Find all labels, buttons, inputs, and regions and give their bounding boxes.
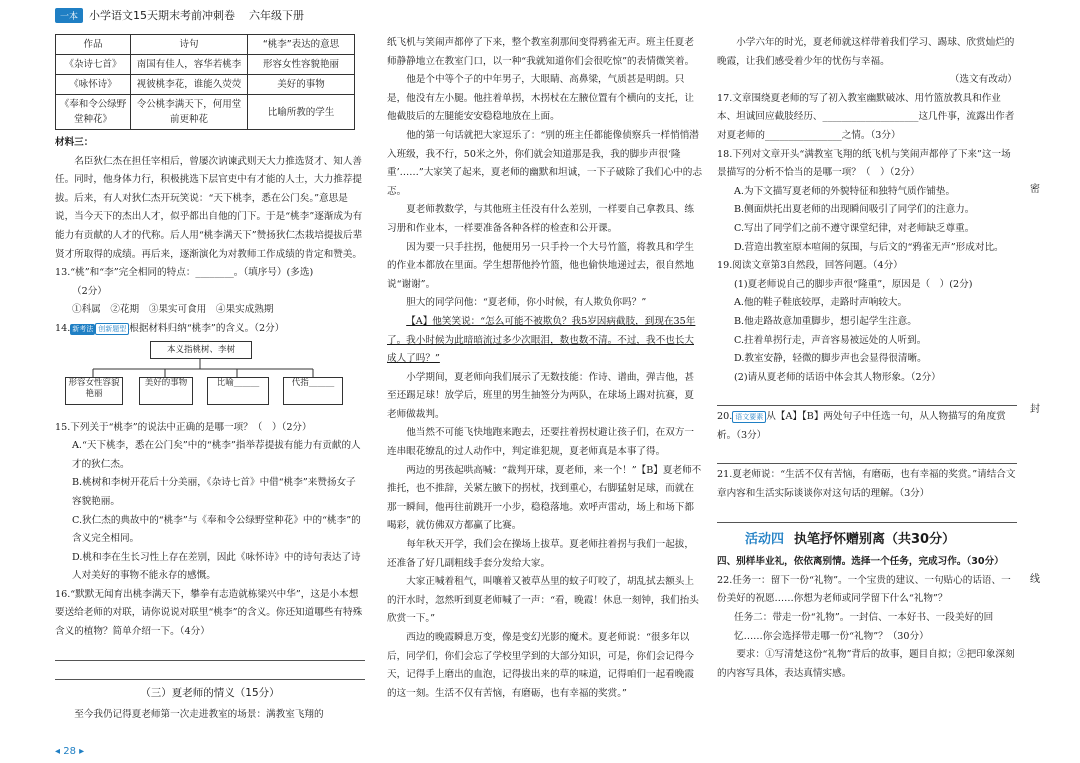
- table-cell: 比喻所教的学生: [248, 95, 355, 130]
- question-14-text: 根据材料归纳“桃李”的含义。（2分）: [129, 322, 285, 334]
- poem-table: [55, 34, 355, 130]
- option-d: D.桃和李在生长习性上存在差别，因此《咏怀诗》中的诗句表达了诗人对美好的事物不能永存的感慨。: [72, 551, 361, 582]
- tree-branch: 形容女性容貌艳丽: [65, 377, 123, 405]
- grade-label: 六年级下册: [249, 9, 305, 22]
- seal-mark: 线: [1030, 574, 1040, 585]
- activity-title: 执笔抒怀赠别离（共30分）: [794, 531, 956, 547]
- passage-paragraph: 他是个中等个子的中年男子，大眼睛、高鼻梁，气质甚是明朗。只是，他没有左小腿。他拄着单拐，木拐杖在左腋位置有个横向的支托，让他截肢后的左腿能安安稳稳地放在上面。: [387, 74, 694, 123]
- tree-root: 本义指桃树、李树: [150, 341, 252, 359]
- requirements: 要求：①写清楚这份“礼物”背后的故事，题目自拟；②把印象深刻的内容写具体，表达真情实感。: [717, 649, 1015, 679]
- passage-paragraph: 他当然不可能飞快地跑来跑去，还要拄着拐杖避让孩子们，在双方一连串眼花缭乱的过人动作中，判定谁犯规，夏老师真是本事了得。: [387, 427, 694, 458]
- table-cell: 《咏怀诗》: [56, 75, 131, 95]
- passage-text: 至今我仍记得夏老师第一次走进教室的场景：满教室飞翔的: [74, 709, 324, 721]
- question-19-part1: (1)夏老师说自己的脚步声很“隆重”，原因是（ ）(2分): [734, 278, 973, 290]
- question-13: 13.“桃”和“李”完全相同的特点：________。（填序号）(多选): [55, 267, 314, 279]
- material-text: 名臣狄仁杰在担任宰相后，曾屡次讷谏武则天大力推选贤才、知人善任。同时，他身体力行，积极挑选下层官吏中有才能的人士，大力推荐提拔。后来，有人对狄仁杰开玩笑说：“天下桃李，悉在公门矣。”意思是说，当今天下的杰出人才，似乎都出自他的门下。于是“桃李”逐渐成为有能力有贡献的人才的代称。后人用“桃李满天下”赞扬狄仁杰栽培提拔后辈贤才所取得的成绩。再后来，逐渐演化为对教师工作成绩的肯定和赞美。: [55, 155, 363, 260]
- question-16: 16.“默默无闻育出桃李满天下，攀拳有志造就栋梁兴中华”，这是小本想要送给老师的对联，请你说说对联里“桃李”的含义。你还知道哪些有特殊含义的植物？简单介绍一下。（4分）: [55, 588, 363, 638]
- tree-branch[interactable]: 代指______: [283, 377, 343, 405]
- passage-paragraph: 小学期间，夏老师向我们展示了无数技能：作诗、谱曲，弹吉他，甚至还踢足球！放学后，班里的男生抽签分为两队，在球场上踢对抗赛，夏老师做裁判。: [387, 371, 694, 420]
- table-header: 作品: [56, 35, 131, 55]
- question-14: 14. 新考法 创新题型 根据材料归纳“桃李”的含义。（2分）: [55, 322, 285, 334]
- composition-instruction: 四、别样毕业礼，依依离别情。选择一个任务，完成习作。（30分）: [717, 556, 1004, 568]
- question-20-text: 从【A】【B】两处句子中任选一句，从人物描写的角度赏析。（3分）: [717, 411, 1006, 441]
- activity-label: 活动四: [745, 531, 785, 547]
- passage-paragraph: 西边的晚霞瞬息万变，像是变幻光影的魔术。夏老师说：“很多年以后，同学们，你们会忘了学校里学到的大部分知识，可是，你们会记得今天，记得手上磨出的血泡，记得拔出来的草的味道，记得咱们一起看晚霞的这一刻。生活不仅有苦恼，有磨砺，也有幸福的奖赏。”: [387, 632, 694, 699]
- table-cell: 美好的事物: [248, 75, 355, 95]
- passage-paragraph: 因为要一只手拄拐，他便用另一只手拎一个大号竹篮，将教具和学生的作业本都放在里面。学生想帮他拎竹篮，他也偷快地递过去，很自然地说“谢谢”。: [387, 241, 694, 290]
- section-title: （三）夏老师的情义（15分）: [140, 686, 280, 699]
- question-22: 22.任务一：留下一份“礼物”。一个宝贵的建议、一句贴心的话语、一份美好的祝愿……你想为老师或同学留下什么“礼物”？: [717, 574, 1011, 605]
- table-header: 诗句: [131, 35, 248, 55]
- language-element-tag: 语文要素: [732, 411, 766, 423]
- answer-line[interactable]: [717, 506, 1017, 523]
- answer-line[interactable]: [55, 644, 365, 661]
- column-left: [55, 34, 365, 725]
- question-19-part2: (2)请从夏老师的话语中体会其人物形象。（2分）: [734, 371, 941, 383]
- passage-paragraph: 他的第一句话就把大家逗乐了：“别的班主任都能像侦察兵一样悄悄潜入班级，我不行，50米之外，你们就会知道那是我，我的脚步声很‘隆重’……”大家笑了起来，夏老师的幽默和坦诚，一下子破除了我们心中的忐忑。: [387, 129, 702, 197]
- material-heading: 材料三：: [55, 137, 94, 148]
- task-two: 任务二：带走一份“礼物”。一封信、一本好书、一段美好的回忆……你会选择带走哪一份“礼物”？（30分）: [734, 612, 994, 642]
- table-cell: 《奉和令公绿野堂种花》: [56, 95, 131, 130]
- question-13-score: （2分）: [72, 285, 107, 297]
- option-d: D.教室安静，轻微的脚步声也会显得很清晰。: [734, 353, 927, 365]
- option-a: A.为下文描写夏老师的外貌特征和独特气质作铺垫。: [734, 185, 956, 197]
- option-b: B.侧面烘托出夏老师的出现瞬间吸引了同学们的注意力。: [734, 204, 975, 216]
- option-a: A.“天下桃李，悉在公门矣”中的“桃李”指举荐提拔有能力有贡献的人才的狄仁杰。: [72, 440, 361, 470]
- column-right: [717, 34, 1017, 683]
- meaning-tree-diagram: [55, 339, 345, 419]
- table-row: [56, 55, 355, 75]
- table-header-row: [56, 35, 355, 55]
- answer-line[interactable]: [55, 663, 365, 680]
- answer-line[interactable]: [717, 447, 1017, 464]
- question-19: 19.阅读文章第3自然段，回答问题。（4分）: [717, 260, 903, 272]
- table-cell: 南国有佳人，容华若桃李: [131, 55, 248, 75]
- table-row: [56, 75, 355, 95]
- question-21: 21.夏老师说：“生活不仅有苦恼，有磨砺，也有幸福的奖赏。”请结合文章内容和生活实际谈谈你对这句话的理解。（3分）: [717, 469, 1016, 500]
- passage-paragraph: 大家正喊着租气，叫嚷着又被草丛里的蚊子叮咬了，胡乱拭去额头上的汗水时，忽然听到夏老师喊了一声：“看，晚霞！休息一刻钟，我们抬头欣赏一下。”: [387, 576, 699, 625]
- innovative-tag: 创新题型: [95, 323, 129, 335]
- page-number-value: 28: [63, 746, 76, 757]
- table-row: [56, 95, 355, 130]
- book-title: 小学语文15天期末考前冲刺卷: [89, 9, 236, 22]
- option-a: A.他的鞋子鞋底较厚，走路时声响较大。: [734, 297, 908, 309]
- passage-paragraph: 每年秋天开学，我们会在操场上拔草。夏老师拄着拐与我们一起拔，还准备了好几副粗线手套分发给大家。: [387, 539, 694, 569]
- option-b: B.桃树和李树开花后十分美丽，《杂诗七首》中借“桃李”来赞扬女子容貌艳丽。: [72, 477, 356, 507]
- question-20: 20. 语文要素 从【A】【B】两处句子中任选一句，从人物描写的角度赏析。（3分）: [717, 411, 1006, 441]
- brand-logo: 一本: [55, 8, 83, 23]
- activity-heading: [745, 531, 1017, 550]
- passage-paragraph: 胆大的同学问他：“夏老师，你小时候，有人欺负你吗？”: [406, 297, 647, 309]
- option-d: D.营造出教室原本喧闹的氛围，与后文的“鸦雀无声”形成对比。: [734, 241, 1004, 253]
- passage-paragraph: 纸飞机与笑闹声都停了下来，整个教室刹那间变得鸦雀无声。班主任夏老师静静地立在教室门口，以一种“我就知道你们会很吃惊”的表情微笑着。: [387, 37, 695, 67]
- passage-paragraph-b: 两边的男孩起哄高喊：“裁判开球，夏老师，来一个！”【B】夏老师不推托，也不推辞，关紧左腋下的拐杖，找到重心，右脚猛射足球，而就在那一瞬间，他再往前跳开一小步，稳稳落地。欢呼声雷动，场上和场下都喝彩，就仿佛双方都赢了比赛。: [387, 464, 702, 532]
- table-cell: 《杂诗七首》: [56, 55, 131, 75]
- passage-paragraph-a: 【A】他笑笑说：“怎么可能不被欺负？我5岁因病截肢，到现在35年了。我小时候为此暗暗流过多少次眼泪，数也数不清。不过，我不也长大成人了吗？”: [387, 315, 696, 365]
- option-b: B.他走路故意加重脚步，想引起学生注意。: [734, 315, 917, 327]
- passage-paragraph: 小学六年的时光，夏老师就这样带着我们学习、踢球、欣赏灿烂的晚霞，让我们感受着少年的忧伤与幸福。: [717, 37, 1015, 67]
- option-c: C.狄仁杰的典故中的“桃李”与《奉和令公绿野堂种花》中的“桃李”的含义完全相同。: [72, 514, 361, 545]
- seal-mark: 密: [1030, 184, 1040, 195]
- question-17: 17.文章围绕夏老师的写了初入教室幽默破冰、用竹篮放教具和作业本、坦诚回应截肢经历、____________________这几件事，流露出作者对夏老师的________________之情。（3分）: [717, 92, 1015, 141]
- page-number: ◂ 28 ▸: [55, 746, 85, 757]
- table-cell: 形容女性容貌艳丽: [248, 55, 355, 75]
- table-cell: 视彼桃李花，谁能久荧荧: [131, 75, 248, 95]
- page-header: [55, 6, 304, 24]
- question-15: 15.下列关于“桃李”的说法中正确的是哪一项？（ ）（2分）: [55, 421, 312, 433]
- table-cell: 令公桃李满天下，何用堂前更种花: [131, 95, 248, 130]
- passage-paragraph: 夏老师教数学，与其他班主任没有什么差别，一样要自己拿教具、练习册和作业本，一样要准备各种各样的检查和公开课。: [387, 204, 694, 234]
- source-note: （选文有改动）: [949, 74, 1017, 86]
- seal-mark: 封: [1030, 404, 1040, 415]
- new-method-tag: 新考法: [72, 324, 94, 333]
- option-c: C.写出了同学们之前不遵守课堂纪律，对老师缺乏尊重。: [734, 222, 975, 234]
- tree-branch[interactable]: 比喻______: [207, 377, 269, 405]
- tree-branch: 美好的事物: [139, 377, 193, 405]
- table-header: “桃李”表达的意思: [248, 35, 355, 55]
- answer-line[interactable]: [717, 389, 1017, 406]
- option-c: C.拄着单拐行走，声音容易被远处的人听到。: [734, 334, 927, 346]
- column-middle: [387, 34, 702, 703]
- question-13-options: ①科属 ②花期 ③果实可食用 ④果实成熟期: [72, 304, 274, 316]
- question-18: 18.下列对文章开头“满教室飞翔的纸飞机与笑闹声都停了下来”这一场景描写的分析不恰当的是哪一项？（ ）（2分）: [717, 148, 1011, 179]
